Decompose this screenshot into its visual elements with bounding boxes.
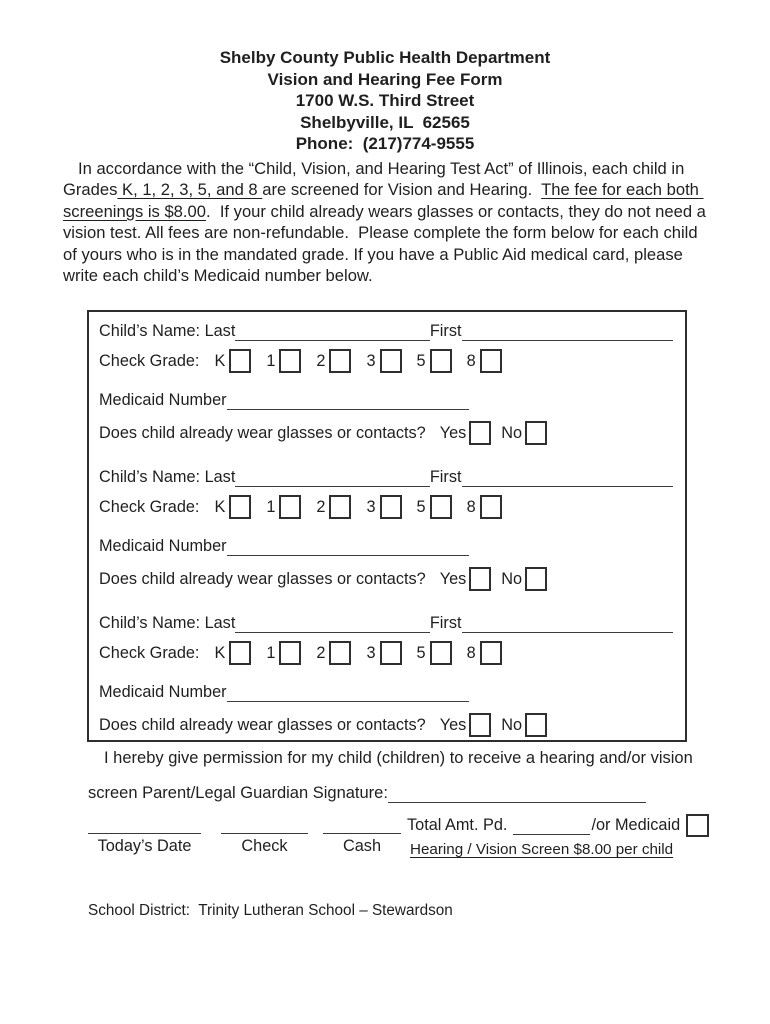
- city-state-zip: Shelbyville, IL 62565: [300, 112, 470, 132]
- entry3-grade-k-label: K: [214, 643, 226, 662]
- entry3-grade-8-checkbox[interactable]: [480, 641, 502, 665]
- entry3-first-name-blank[interactable]: [462, 628, 673, 633]
- entry1-grade-2-checkbox[interactable]: [329, 349, 351, 373]
- entry1-yes-label: Yes: [439, 423, 467, 442]
- entry1-grade-k-label: K: [214, 351, 226, 370]
- entry3-yes-label: Yes: [439, 715, 467, 734]
- child-entry-2: [99, 463, 673, 592]
- entry2-grade-k: [214, 495, 251, 519]
- entry1-grade-5-checkbox[interactable]: [430, 349, 452, 373]
- entry2-no-label: No: [501, 569, 523, 588]
- entry3-grade-1: [266, 641, 301, 665]
- entry1-grade-8: [467, 349, 502, 373]
- entry2-grade-3-checkbox[interactable]: [380, 495, 402, 519]
- entry3-grade-3: [366, 641, 401, 665]
- entry1-grade-label: Check Grade:: [99, 351, 200, 370]
- entry2-grade-1-checkbox[interactable]: [279, 495, 301, 519]
- entry2-grade-3: [366, 495, 401, 519]
- entry2-no-checkbox[interactable]: [525, 567, 547, 591]
- check-label: Check: [241, 837, 288, 855]
- guardian-signature-blank[interactable]: [388, 798, 646, 803]
- date-column: [88, 817, 201, 856]
- form-header: [0, 47, 770, 155]
- entry1-grade-1-label: 1: [266, 351, 276, 370]
- entry1-medicaid-blank[interactable]: [227, 405, 469, 410]
- entry2-grade-2-checkbox[interactable]: [329, 495, 351, 519]
- entry1-grade-3: [366, 349, 401, 373]
- total-amount-label: Total Amt. Pd.: [407, 816, 508, 834]
- school-district: School District: Trinity Lutheran School – Stewardson: [88, 902, 453, 919]
- child-entry-1: [99, 317, 673, 446]
- entry3-grade-k: [214, 641, 251, 665]
- entry2-grade-8: [467, 495, 502, 519]
- check-amount-blank[interactable]: [221, 817, 308, 834]
- entry2-grade-1: [266, 495, 301, 519]
- entry2-grade-5-label: 5: [416, 497, 426, 516]
- entry1-first-name-blank[interactable]: [462, 336, 673, 341]
- intro-seg5: . If your child already wears glasses or contacts, they do not need a vision test. All fees are non-refundable. Please complete the form below for each child of yours who is in the mandated grade. If you have a Public Aid medical card, please write each child’s Medicaid number below.: [63, 201, 711, 286]
- todays-date-label: Today’s Date: [97, 837, 192, 855]
- entry1-name-label: Child’s Name: Last: [99, 322, 236, 340]
- entry1-grade-1-checkbox[interactable]: [279, 349, 301, 373]
- intro-fee-underlined: The fee for each both screenings is $8.00: [63, 180, 704, 221]
- entry3-no-checkbox[interactable]: [525, 713, 547, 737]
- entry3-grade-5-label: 5: [416, 643, 426, 662]
- fee-note: Hearing / Vision Screen $8.00 per child: [410, 841, 674, 858]
- entry3-grade-8: [467, 641, 502, 665]
- entry1-grade-2-label: 2: [316, 351, 326, 370]
- entry2-first-name-blank[interactable]: [462, 482, 673, 487]
- entry1-medicaid-row: [99, 386, 673, 410]
- intro-grades-underlined: K, 1, 2, 3, 5, and 8: [117, 180, 263, 200]
- form-title: Vision and Hearing Fee Form: [267, 69, 503, 89]
- entry2-grade-5: [417, 495, 452, 519]
- entry3-grade-3-checkbox[interactable]: [380, 641, 402, 665]
- entry2-grade-row: [99, 494, 673, 520]
- form-box: [87, 310, 687, 742]
- entry1-grade-2: [316, 349, 351, 373]
- entry1-grade-3-label: 3: [366, 351, 376, 370]
- entry2-grade-2-label: 2: [316, 497, 326, 516]
- entry2-grade-label: Check Grade:: [99, 497, 200, 516]
- signature-row: [88, 781, 646, 803]
- entry1-grade-k-checkbox[interactable]: [229, 349, 251, 373]
- signature-label: screen Parent/Legal Guardian Signature:: [88, 784, 388, 802]
- entry2-glasses-question: Does child already wear glasses or contacts?: [99, 569, 426, 588]
- entry3-glasses-question: Does child already wear glasses or contacts?: [99, 715, 426, 734]
- total-amount-blank[interactable]: [513, 830, 590, 835]
- entry1-grade-k: [214, 349, 251, 373]
- entry3-grade-5-checkbox[interactable]: [430, 641, 452, 665]
- entry2-grade-3-label: 3: [366, 497, 376, 516]
- entry3-medicaid-label: Medicaid Number: [99, 683, 227, 701]
- entry2-last-name-blank[interactable]: [235, 482, 430, 487]
- entry1-glasses-question: Does child already wear glasses or contacts?: [99, 423, 426, 442]
- entry2-medicaid-label: Medicaid Number: [99, 537, 227, 555]
- entry1-grade-5-label: 5: [416, 351, 426, 370]
- entry1-first-label: First: [429, 322, 462, 340]
- entry2-first-label: First: [429, 468, 462, 486]
- entry3-grade-2-label: 2: [316, 643, 326, 662]
- entry2-grade-k-label: K: [214, 497, 226, 516]
- entry3-name-label: Child’s Name: Last: [99, 614, 236, 632]
- entry2-yes-checkbox[interactable]: [469, 567, 491, 591]
- entry3-last-name-blank[interactable]: [235, 628, 430, 633]
- cash-column: [323, 817, 401, 856]
- entry1-grade-8-label: 8: [466, 351, 476, 370]
- cash-label: Cash: [342, 837, 381, 855]
- entry3-grade-row: [99, 640, 673, 666]
- entry3-grade-8-label: 8: [466, 643, 476, 662]
- entry3-no-label: No: [501, 715, 523, 734]
- entry3-medicaid-blank[interactable]: [227, 697, 469, 702]
- entry2-medicaid-blank[interactable]: [227, 551, 469, 556]
- entry1-grade-5: [417, 349, 452, 373]
- entry1-medicaid-label: Medicaid Number: [99, 391, 227, 409]
- entry1-grade-8-checkbox[interactable]: [480, 349, 502, 373]
- entry2-grade-5-checkbox[interactable]: [430, 495, 452, 519]
- entry3-grade-k-checkbox[interactable]: [229, 641, 251, 665]
- entry1-grade-1: [266, 349, 301, 373]
- or-medicaid-label: /or Medicaid: [591, 816, 681, 834]
- entry1-no-checkbox[interactable]: [525, 421, 547, 445]
- entry1-grade-row: [99, 348, 673, 374]
- intro-seg3: are screened for Vision and Hearing.: [262, 180, 542, 200]
- entry1-name-row: [99, 317, 673, 341]
- entry3-grade-5: [417, 641, 452, 665]
- entry3-medicaid-row: [99, 678, 673, 702]
- entry2-grade-8-checkbox[interactable]: [480, 495, 502, 519]
- entry3-grade-3-label: 3: [366, 643, 376, 662]
- child-entry-3: [99, 609, 673, 738]
- org-name: Shelby County Public Health Department: [219, 48, 551, 67]
- intro-seg1: In accordance with the “Child, Vision, and Hearing Test Act” of Illinois, each child in Grades: [63, 159, 689, 200]
- entry2-name-row: [99, 463, 673, 487]
- todays-date-blank[interactable]: [88, 817, 201, 834]
- entry2-grade-8-label: 8: [466, 497, 476, 516]
- entry3-grade-1-checkbox[interactable]: [279, 641, 301, 665]
- entry3-glasses-row: [99, 712, 673, 738]
- payment-row: [88, 817, 694, 858]
- entry1-yes-checkbox[interactable]: [469, 421, 491, 445]
- entry2-grade-k-checkbox[interactable]: [229, 495, 251, 519]
- entry2-glasses-row: [99, 566, 673, 592]
- street-address: 1700 W.S. Third Street: [295, 91, 475, 111]
- entry3-grade-2: [316, 641, 351, 665]
- cash-amount-blank[interactable]: [323, 817, 401, 834]
- medicaid-checkbox[interactable]: [686, 814, 709, 837]
- entry2-yes-label: Yes: [439, 569, 467, 588]
- check-column: [221, 817, 308, 856]
- phone-number: Phone: (217)774-9555: [295, 134, 475, 154]
- entry3-grade-label: Check Grade:: [99, 643, 200, 662]
- entry2-grade-1-label: 1: [266, 497, 276, 516]
- entry3-grade-1-label: 1: [266, 643, 276, 662]
- entry1-no-label: No: [501, 423, 523, 442]
- entry1-grade-3-checkbox[interactable]: [380, 349, 402, 373]
- entry2-name-label: Child’s Name: Last: [99, 468, 236, 486]
- total-line: [407, 817, 709, 835]
- entry2-grade-2: [316, 495, 351, 519]
- entry3-grade-2-checkbox[interactable]: [329, 641, 351, 665]
- entry3-first-label: First: [429, 614, 462, 632]
- permission-statement: I hereby give permission for my child (children) to receive a hearing and/or vision: [104, 749, 693, 767]
- entry1-last-name-blank[interactable]: [235, 336, 430, 341]
- intro-paragraph: [63, 158, 709, 286]
- entry3-yes-checkbox[interactable]: [469, 713, 491, 737]
- entry3-name-row: [99, 609, 673, 633]
- entry2-medicaid-row: [99, 532, 673, 556]
- total-column: [407, 817, 709, 858]
- entry1-glasses-row: [99, 420, 673, 446]
